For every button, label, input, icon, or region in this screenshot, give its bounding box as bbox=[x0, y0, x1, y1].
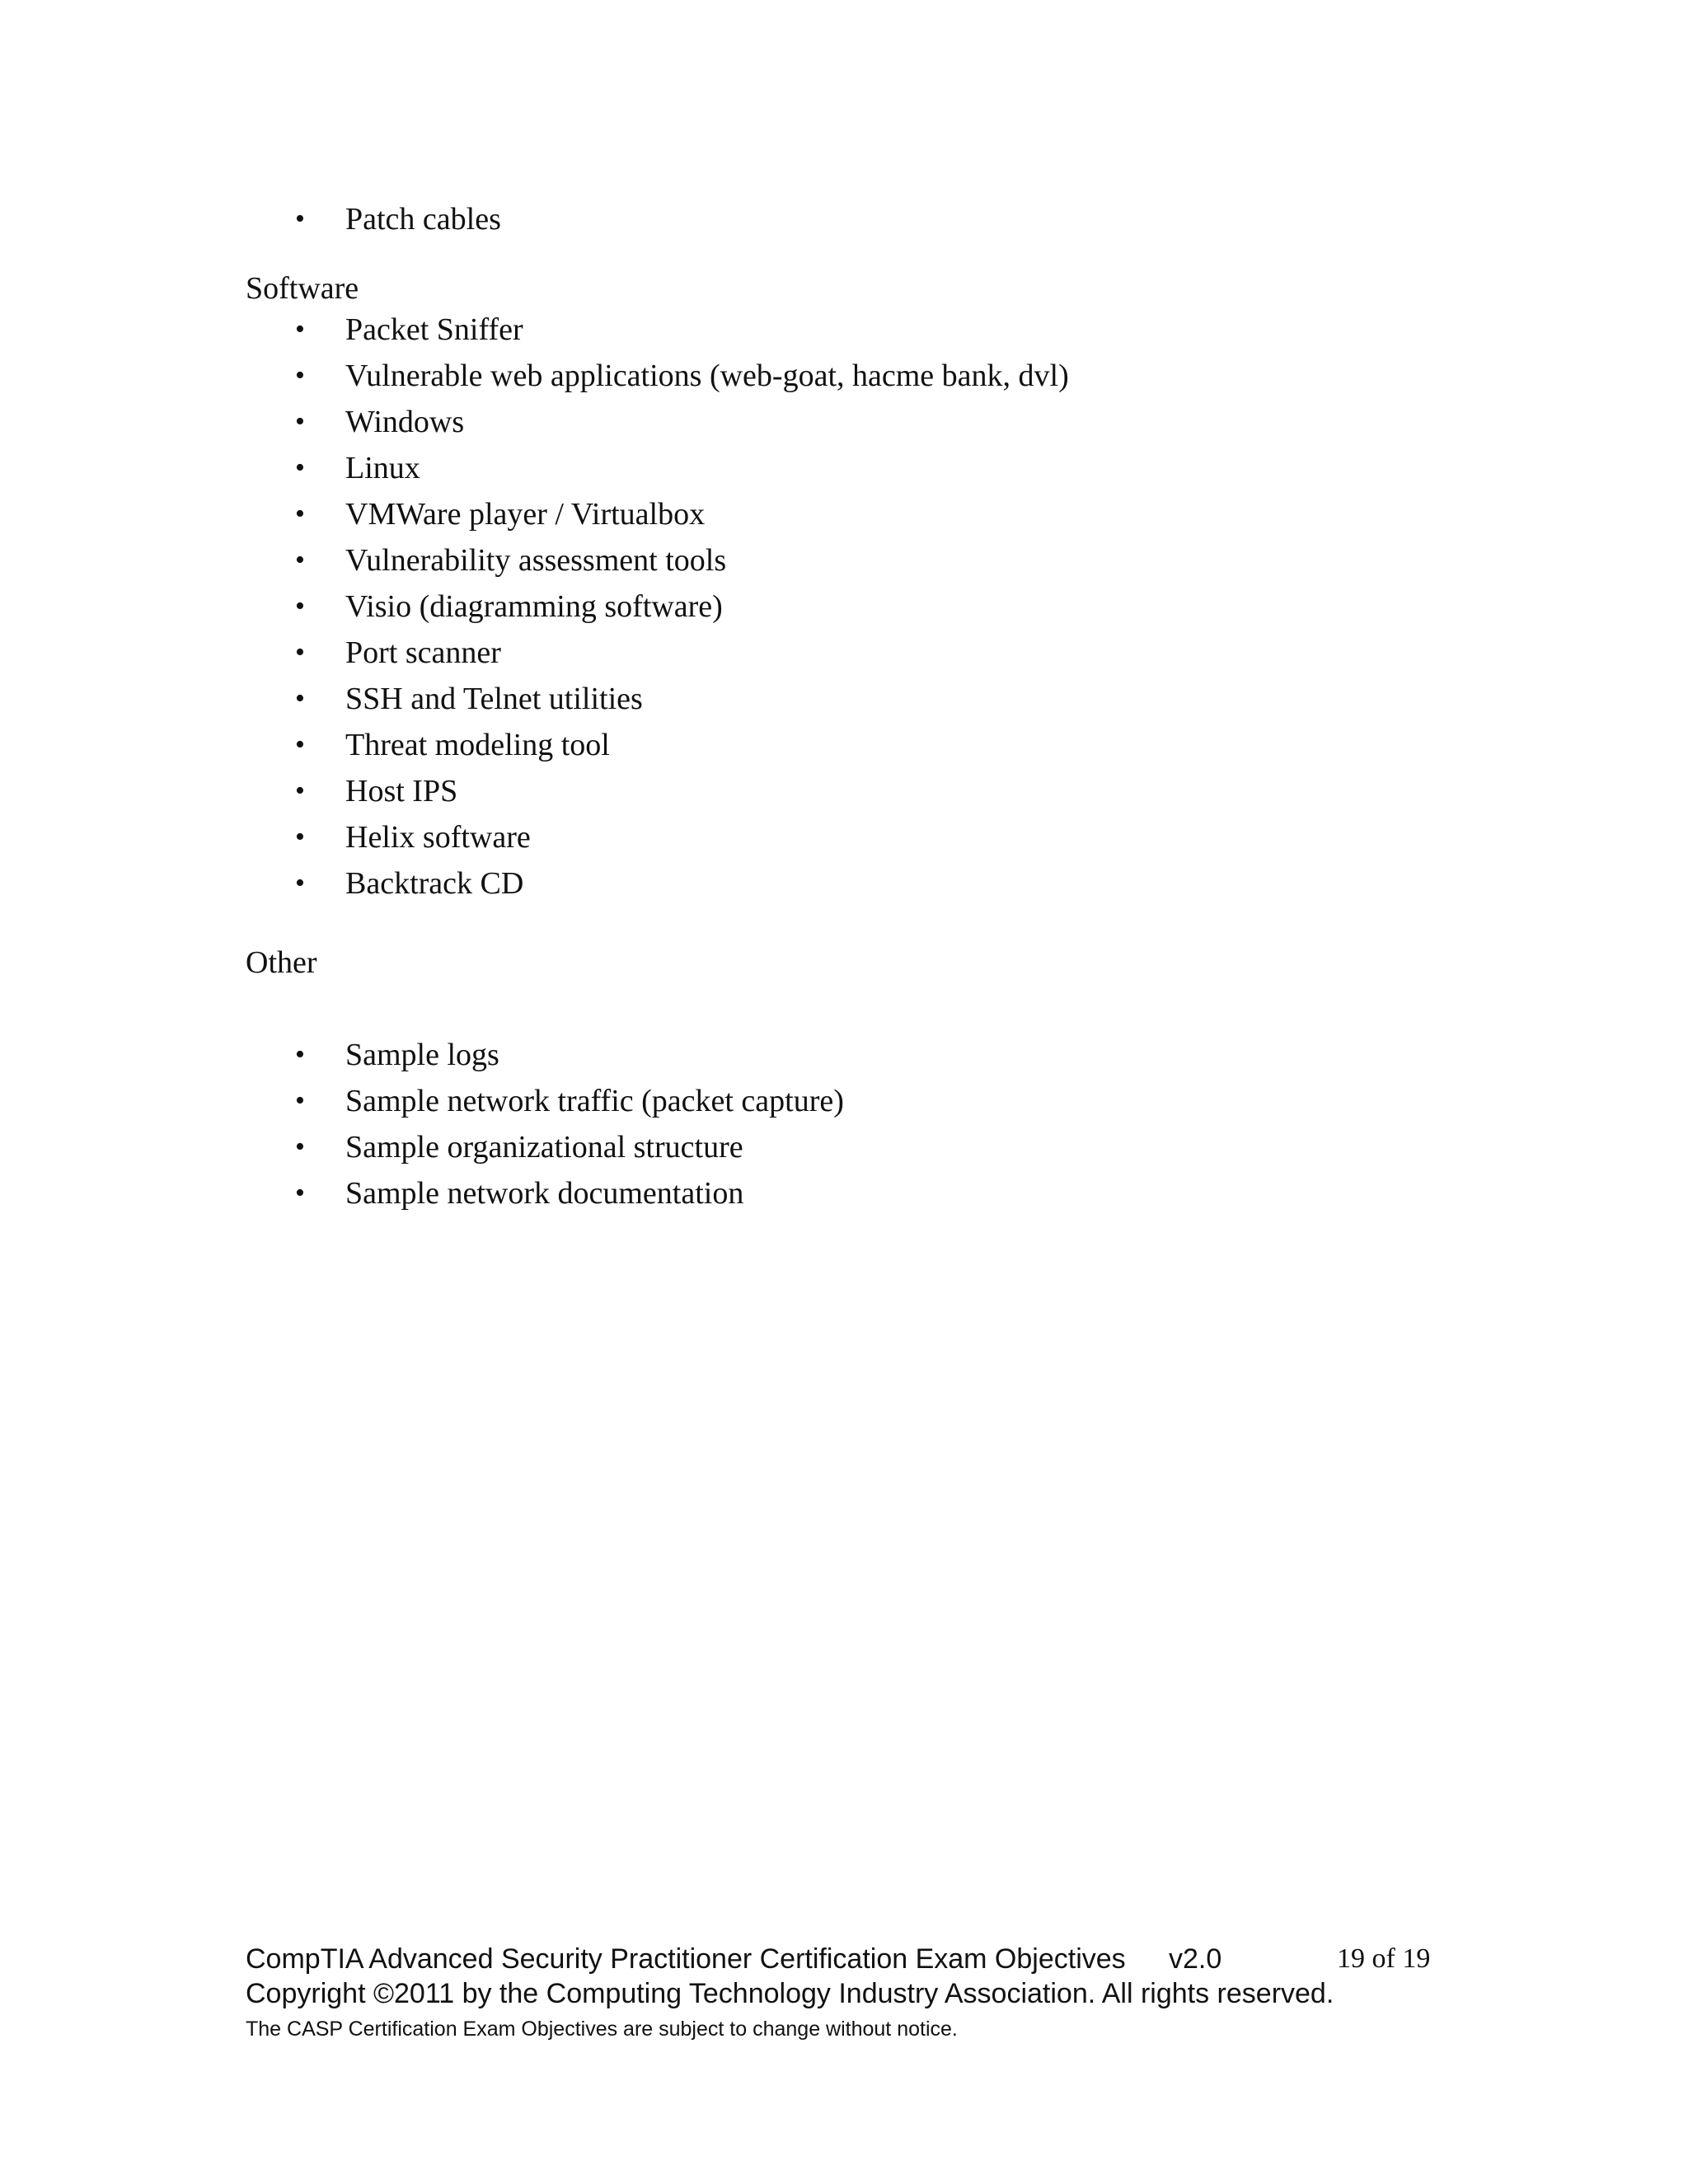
bullet-icon: • bbox=[295, 1085, 305, 1116]
bullet-icon: • bbox=[295, 452, 305, 483]
bullet-icon: • bbox=[295, 868, 305, 898]
list-item-text: VMWare player / Virtualbox bbox=[345, 497, 706, 532]
footer-notice: The CASP Certification Exam Objectives are subject to change without notice. bbox=[246, 2018, 958, 2041]
list-item-text: Patch cables bbox=[345, 202, 501, 237]
bullet-icon: • bbox=[295, 1178, 305, 1208]
list-item-text: Threat modeling tool bbox=[345, 728, 610, 762]
list-item-text: Vulnerable web applications (web-goat, hacme bank, dvl) bbox=[345, 359, 1069, 393]
list-item-text: Host IPS bbox=[345, 774, 458, 808]
bullet-icon: • bbox=[295, 683, 305, 714]
list-item-text: Sample network documentation bbox=[345, 1176, 744, 1211]
footer-copyright: Copyright ©2011 by the Computing Technology Industry Association. All rights reserved. bbox=[246, 1978, 1334, 2009]
bullet-icon: • bbox=[295, 1039, 305, 1070]
bullet-icon: • bbox=[295, 776, 305, 806]
list-item-text: Port scanner bbox=[345, 635, 501, 670]
bullet-icon: • bbox=[295, 545, 305, 575]
bullet-icon: • bbox=[295, 360, 305, 391]
bullet-icon: • bbox=[295, 204, 305, 234]
list-item-text: Sample logs bbox=[345, 1038, 499, 1072]
other-heading: Other bbox=[246, 945, 317, 980]
footer-page-number: 19 of 19 bbox=[1337, 1943, 1431, 1974]
list-item-text: SSH and Telnet utilities bbox=[345, 682, 643, 716]
list-item-text: Linux bbox=[345, 451, 420, 485]
bullet-icon: • bbox=[295, 591, 305, 621]
list-item-text: Windows bbox=[345, 405, 465, 439]
list-item-text: Sample network traffic (packet capture) bbox=[345, 1084, 844, 1118]
software-heading: Software bbox=[246, 271, 359, 306]
bullet-icon: • bbox=[295, 1132, 305, 1162]
footer-version: v2.0 bbox=[1169, 1943, 1222, 1975]
footer-title: CompTIA Advanced Security Practitioner Certification Exam Objectives bbox=[246, 1943, 1126, 1975]
list-item-text: Packet Sniffer bbox=[345, 312, 523, 347]
list-item-text: Backtrack CD bbox=[345, 866, 524, 901]
bullet-icon: • bbox=[295, 406, 305, 437]
list-item-text: Visio (diagramming software) bbox=[345, 589, 723, 624]
list-item-text: Helix software bbox=[345, 820, 531, 855]
bullet-icon: • bbox=[295, 314, 305, 344]
bullet-icon: • bbox=[295, 499, 305, 529]
bullet-icon: • bbox=[295, 822, 305, 852]
list-item-text: Vulnerability assessment tools bbox=[345, 543, 727, 578]
bullet-icon: • bbox=[295, 637, 305, 668]
list-item-text: Sample organizational structure bbox=[345, 1130, 743, 1165]
bullet-icon: • bbox=[295, 729, 305, 760]
